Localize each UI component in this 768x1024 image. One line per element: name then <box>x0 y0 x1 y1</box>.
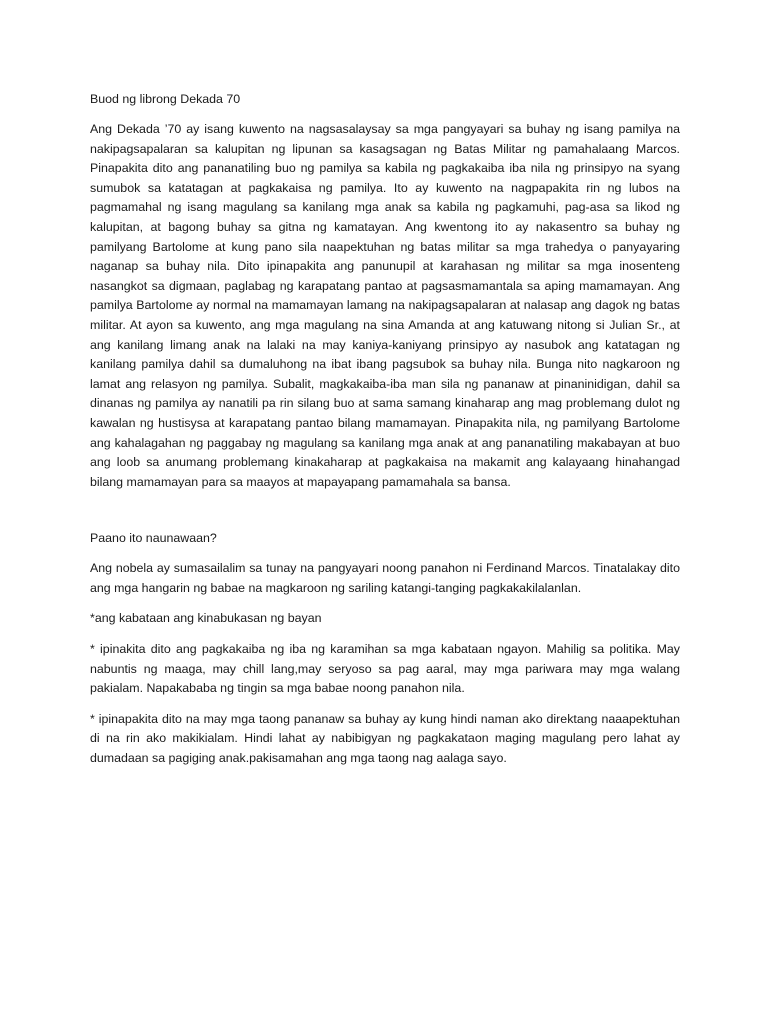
section-heading: Paano ito naunawaan? <box>90 531 217 546</box>
interpretation-paragraph: Ang nobela ay sumasailalim sa tunay na pangyayari noong panahon ni Ferdinand Marcos. Tinatalakay dito ang mga hangarin ng babae na magkaroon ng sariling katangi-tanging pagkakakilalanlan. <box>90 561 680 595</box>
point-youth-future: *ang kabataan ang kinabukasan ng bayan <box>90 611 322 626</box>
section-spacer <box>90 503 680 529</box>
document-page <box>90 90 680 780</box>
summary-paragraph: Ang Dekada ’70 ay isang kuwento na nagsasalaysay sa mga pangyayari sa buhay ng isang pamilya na nakipagsapalaran sa kalupitan ng lipunan sa kasagsagan ng Batas Militar ng pamahalaang Marcos. Pinapakita dito ang pananatiling buo ng pamilya sa kabila ng pagkakaiba iba nila ng prinsipyo na syang sumubok sa katatagan at pagkakaisa ng pamilya. Ito ay kuwento na nagpapakita rin ng lubos na pagmamahal ng isang magulang sa kanilang mga anak sa kabila ng pagkamuhi, pag-asa sa likod ng kalupitan, at bagong buhay sa gitna ng kamatayan. Ang kwentong ito ay nakasentro sa buhay ng pamilyang Bartolome at kung pano sila naapektuhan ng batas militar sa mga trahedya o panyayaring naganap sa buhay nila. Dito ipinapakita ang panunupil at karahasan ng militar sa mga inosenteng nasangkot sa digmaan, paglabag ng karapatang pantao at pagsasmamantala sa aping mamamayan. Ang pamilya Bartolome ay normal na mamamayan lamang na nakipagsapalaran at nalasap ang dagok ng batas militar. At ayon sa kuwento, ang mga magulang na sina Amanda at ang katuwang nitong si Julian Sr., at ang kanilang limang anak na lalaki na may kaniya-kaniyang prinsipyo ay nasubok ang katatagan ng kanilang pamilya dahil sa dumaluhong na ibat ibang pagsubok sa buhay nila. Bunga nito nagkaroon ng lamat ang relasyon ng pamilya. Subalit, magkakaiba-iba man sila ng pananaw at pinaninidigan, dahil sa dinanas ng pamilya ay nanatili pa rin silang buo at sama samang kinaharap ang mag problemang dulot ng kawalan ng hustisysa at karapatang pantao bilang mamamayan. Pinapakita nila, ng pamilyang Bartolome ang kahalagahan ng paggabay ng magulang sa kanilang mga anak at ang pananatiling makabayan at buo ang loob sa anumang problemang kinakaharap at pagkakaisa na makamit ang kalayaang hinahangad bilang mamamayan para sa maayos at mapayapang pamamahala sa bansa. <box>90 122 680 489</box>
document-title: Buod ng librong Dekada 70 <box>90 92 241 106</box>
point-youth-differences: * ipinakita dito ang pagkakaiba ng iba ng karamihan sa mga kabataan ngayon. Mahilig sa politika. May nabuntis ng maaga, may chill lang,may seryoso sa pag aaral, may mga pariwara may mga walang pakialam. Napakababa ng tingin sa mga babae noong panahon nila. <box>90 642 680 696</box>
point-outlook-on-life: * ipinapakita dito na may mga taong pananaw sa buhay ay kung hindi naman ako direktang naaapektuhan di na rin ako makikialam. Hindi lahat ay nabibigyan ng pagkakataon maging magulang pero lahat ay dumadaan sa pagiging anak.pakisamahan ang mga taong nag aalaga sayo. <box>90 711 680 766</box>
